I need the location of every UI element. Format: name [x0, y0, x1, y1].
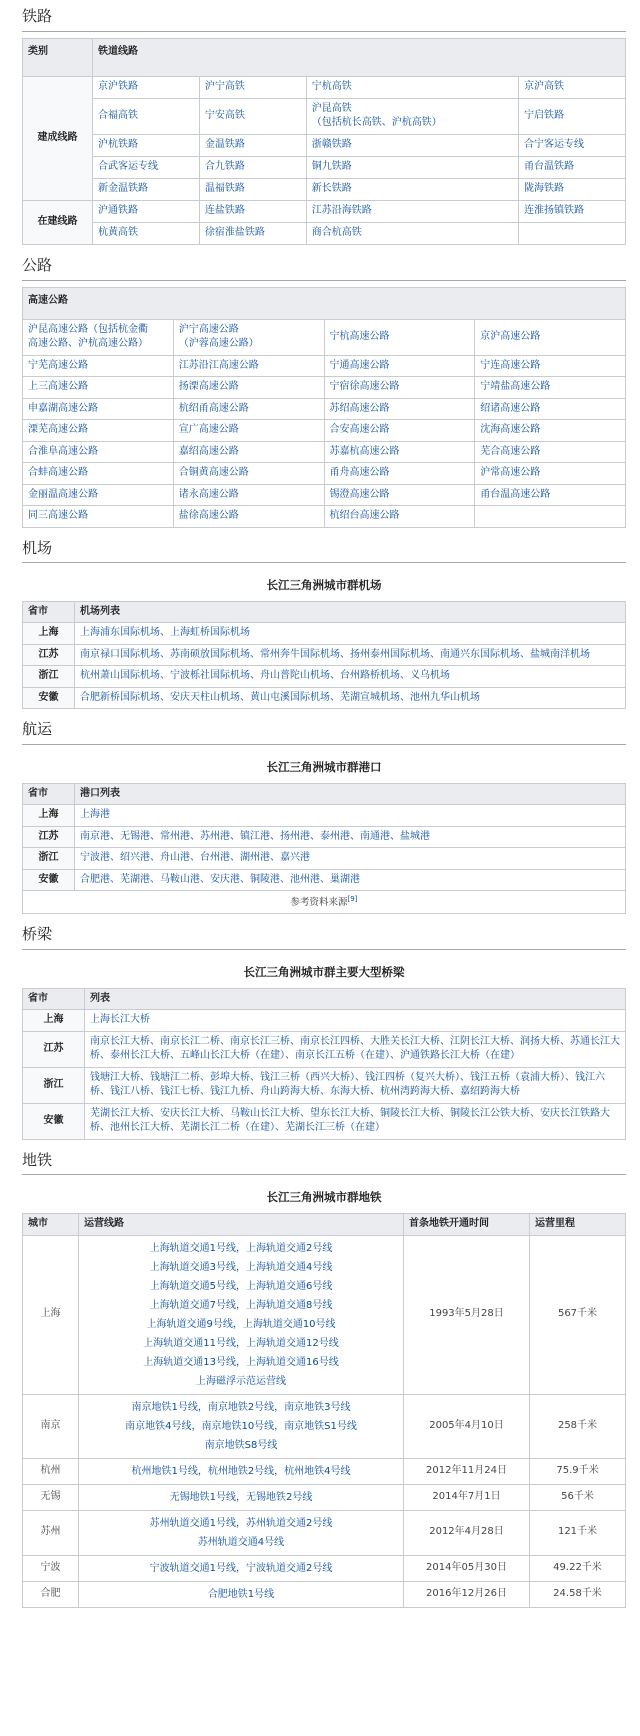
airport-list[interactable]: 合肥新桥国际机场、安庆天柱山机场、黄山屯溪国际机场、芜湖宣城机场、池州九华山机场: [75, 687, 626, 709]
metro-row: [23, 1394, 626, 1458]
metro-line-link[interactable]: 南京地铁1号线，南京地铁2号线，南京地铁3号线: [131, 1401, 351, 1413]
railway-line-link[interactable]: 宁安高铁: [199, 98, 306, 134]
metro-line-link[interactable]: 上海轨道交通13号线，上海轨道交通16号线: [143, 1356, 339, 1368]
metro-length: 567千米: [530, 1235, 626, 1394]
metro-open-date: 2014年7月1日: [404, 1484, 530, 1510]
airport-row: [23, 666, 626, 688]
metro-heading: 地铁: [22, 1148, 626, 1176]
railway-line-link[interactable]: 杭黄高铁: [93, 222, 200, 244]
railway-line-link[interactable]: 连盐铁路: [199, 200, 306, 222]
railway-line-link[interactable]: 商合杭高铁: [306, 222, 518, 244]
railway-line-link[interactable]: 甬台温铁路: [519, 156, 626, 178]
bridge-caption: 长江三角洲城市群主要大型桥梁: [243, 965, 405, 980]
highway-link[interactable]: 盐徐高速公路: [173, 506, 324, 528]
metro-col-lines: 运营线路: [79, 1214, 404, 1236]
railway-line-link[interactable]: 徐宿淮盐铁路: [199, 222, 306, 244]
metro-city: 宁波: [23, 1555, 79, 1581]
highway-link[interactable]: 甬台温高速公路: [475, 484, 626, 506]
railway-line-link[interactable]: 温福铁路: [199, 178, 306, 200]
metro-city: 杭州: [23, 1458, 79, 1484]
bridge-section: [22, 922, 626, 1139]
port-section: [22, 717, 626, 914]
metro-row: [23, 1235, 626, 1394]
highway-link[interactable]: 合淮阜高速公路: [23, 441, 174, 463]
railway-line-link[interactable]: 京沪铁路: [93, 76, 200, 98]
port-col-list: 港口列表: [75, 783, 626, 805]
port-province: 浙江: [23, 848, 75, 870]
airport-list[interactable]: 上海浦东国际机场、上海虹桥国际机场: [75, 623, 626, 645]
highway-link[interactable]: 金丽温高速公路: [23, 484, 174, 506]
metro-city: 南京: [23, 1394, 79, 1458]
metro-row: [23, 1581, 626, 1607]
metro-line-link[interactable]: 南京地铁S8号线: [204, 1439, 278, 1451]
highway-row: [23, 355, 626, 377]
metro-open-date: 2012年4月28日: [404, 1510, 530, 1555]
port-province: 安徽: [23, 869, 75, 891]
airport-section: [22, 536, 626, 710]
highway-link[interactable]: 苏绍高速公路: [324, 398, 475, 420]
metro-col-city: 城市: [23, 1214, 79, 1236]
airport-province: 江苏: [23, 644, 75, 666]
highway-row: [23, 377, 626, 399]
railway-row: [23, 222, 626, 244]
highway-link[interactable]: 芜合高速公路: [475, 441, 626, 463]
highway-col-header: 高速公路: [23, 287, 626, 319]
metro-line-link[interactable]: 上海轨道交通3号线，上海轨道交通4号线: [149, 1261, 333, 1273]
metro-lines: [79, 1458, 404, 1484]
highway-link[interactable]: 宁杭高速公路: [324, 319, 475, 355]
railway-row: [23, 200, 626, 222]
metro-open-date: 2012年11月24日: [404, 1458, 530, 1484]
railway-line-link[interactable]: 江苏沿海铁路: [306, 200, 518, 222]
bridge-province: 浙江: [23, 1067, 85, 1103]
railway-line-link[interactable]: 沪宁高铁: [199, 76, 306, 98]
highway-link[interactable]: 甬舟高速公路: [324, 463, 475, 485]
airport-province: 上海: [23, 623, 75, 645]
metro-line-link[interactable]: 苏州轨道交通1号线，苏州轨道交通2号线: [149, 1517, 333, 1529]
railway-empty-cell: [519, 222, 626, 244]
railway-line-link[interactable]: 浙赣铁路: [306, 134, 518, 156]
metro-city: 苏州: [23, 1510, 79, 1555]
metro-length: 24.58千米: [530, 1581, 626, 1607]
metro-open-date: 2014年05月30日: [404, 1555, 530, 1581]
bridge-list[interactable]: 芜湖长江大桥、安庆长江大桥、马鞍山长江大桥、望东长江大桥、铜陵长江大桥、铜陵长江公铁大桥、安庆长江铁路大桥、池州长江大桥、芜湖长江二桥（在建）、芜湖长江三桥（在建）: [85, 1103, 626, 1139]
highway-link[interactable]: 上三高速公路: [23, 377, 174, 399]
port-source: [23, 891, 626, 914]
airport-province: 安徽: [23, 687, 75, 709]
highway-row: [23, 506, 626, 528]
metro-lines: [79, 1394, 404, 1458]
airport-caption: 长江三角洲城市群机场: [266, 578, 382, 593]
highway-table: [22, 287, 626, 528]
metro-line-link[interactable]: 杭州地铁1号线，杭州地铁2号线，杭州地铁4号线: [131, 1465, 351, 1477]
railway-line-link[interactable]: 宁杭高铁: [306, 76, 518, 98]
railway-line-link[interactable]: 沪杭铁路: [93, 134, 200, 156]
railway-line-link[interactable]: 陇海铁路: [519, 178, 626, 200]
railway-table: [22, 38, 626, 245]
bridge-province: 上海: [23, 1010, 85, 1032]
railway-col-category: 类别: [23, 38, 93, 76]
highway-link[interactable]: 宁通高速公路: [324, 355, 475, 377]
railway-line-link[interactable]: 连淮扬镇铁路: [519, 200, 626, 222]
bridge-table: [22, 988, 626, 1140]
port-row: [23, 805, 626, 827]
highway-link[interactable]: 杭绍台高速公路: [324, 506, 475, 528]
bridge-heading: 桥梁: [22, 922, 626, 950]
highway-link[interactable]: 沈海高速公路: [475, 420, 626, 442]
port-heading: 航运: [22, 717, 626, 745]
metro-line-link[interactable]: 苏州轨道交通4号线: [197, 1536, 285, 1548]
highway-link[interactable]: 同三高速公路: [23, 506, 174, 528]
metro-length: 49.22千米: [530, 1555, 626, 1581]
highway-link[interactable]: 江苏沿江高速公路: [173, 355, 324, 377]
airport-row: [23, 644, 626, 666]
metro-line-link[interactable]: 合肥地铁1号线: [207, 1588, 275, 1600]
metro-line-link[interactable]: 上海轨道交通5号线，上海轨道交通6号线: [149, 1280, 333, 1292]
highway-row: [23, 319, 626, 355]
railway-line-link[interactable]: 合宁客运专线: [519, 134, 626, 156]
highway-link[interactable]: 嘉绍高速公路: [173, 441, 324, 463]
railway-row: [23, 76, 626, 98]
railway-col-lines: 铁道线路: [93, 38, 626, 76]
bridge-province: 江苏: [23, 1031, 85, 1067]
port-col-province: 省市: [23, 783, 75, 805]
railway-line-link[interactable]: 沪昆高铁 （包括杭长高铁、沪杭高铁）: [306, 98, 518, 134]
bridge-row: [23, 1031, 626, 1067]
railway-line-link[interactable]: 京沪高铁: [519, 76, 626, 98]
railway-row: [23, 156, 626, 178]
highway-link[interactable]: 扬溧高速公路: [173, 377, 324, 399]
highway-link[interactable]: 锡澄高速公路: [324, 484, 475, 506]
metro-city: 无锡: [23, 1484, 79, 1510]
railway-section: [22, 4, 626, 245]
bridge-list[interactable]: 钱塘江大桥、钱塘江二桥、彭埠大桥、钱江三桥（西兴大桥）、钱江四桥（复兴大桥）、钱江五桥（袁浦大桥）、钱江六桥、钱江八桥、钱江七桥、钱江九桥、舟山跨海大桥、东海大桥、杭州湾跨海大桥、嘉绍跨海大桥: [85, 1067, 626, 1103]
port-list[interactable]: 上海港: [75, 805, 626, 827]
railway-line-link[interactable]: 金温铁路: [199, 134, 306, 156]
highway-link[interactable]: 溧芜高速公路: [23, 420, 174, 442]
metro-lines: [79, 1555, 404, 1581]
metro-length: 75.9千米: [530, 1458, 626, 1484]
highway-link[interactable]: 宣广高速公路: [173, 420, 324, 442]
metro-table: [22, 1213, 626, 1608]
highway-row: [23, 484, 626, 506]
port-row: [23, 826, 626, 848]
metro-open-date: 1993年5月28日: [404, 1235, 530, 1394]
railway-row: [23, 134, 626, 156]
highway-link[interactable]: 宁连高速公路: [475, 355, 626, 377]
metro-length: 258千米: [530, 1394, 626, 1458]
metro-col-open: 首条地铁开通时间: [404, 1214, 530, 1236]
railway-line-link[interactable]: 铜九铁路: [306, 156, 518, 178]
airport-row: [23, 623, 626, 645]
metro-line-link[interactable]: 上海磁浮示范运营线: [196, 1375, 286, 1387]
metro-length: 121千米: [530, 1510, 626, 1555]
railway-line-link[interactable]: 合武客运专线: [93, 156, 200, 178]
highway-link[interactable]: 申嘉湖高速公路: [23, 398, 174, 420]
highway-link[interactable]: 沪宁高速公路 （沪蓉高速公路）: [173, 319, 324, 355]
metro-row: [23, 1555, 626, 1581]
metro-caption: 长江三角洲城市群地铁: [266, 1190, 382, 1205]
port-row: [23, 848, 626, 870]
airport-province: 浙江: [23, 666, 75, 688]
metro-city: 合肥: [23, 1581, 79, 1607]
highway-row: [23, 441, 626, 463]
railway-line-link[interactable]: 合福高铁: [93, 98, 200, 134]
metro-lines: [79, 1510, 404, 1555]
metro-lines: [79, 1484, 404, 1510]
highway-section: [22, 253, 626, 528]
highway-link[interactable]: 合安高速公路: [324, 420, 475, 442]
railway-row: [23, 98, 626, 134]
port-source-ref[interactable]: [9]: [347, 895, 358, 904]
highway-row: [23, 398, 626, 420]
highway-link[interactable]: 沪常高速公路: [475, 463, 626, 485]
railway-group-label: 建成线路: [23, 76, 93, 200]
bridge-row: [23, 1067, 626, 1103]
metro-length: 56千米: [530, 1484, 626, 1510]
highway-row: [23, 463, 626, 485]
metro-line-link[interactable]: 上海轨道交通1号线，上海轨道交通2号线: [149, 1242, 333, 1254]
highway-link[interactable]: 宁芜高速公路: [23, 355, 174, 377]
bridge-col-province: 省市: [23, 988, 85, 1010]
highway-link[interactable]: 诸永高速公路: [173, 484, 324, 506]
port-source-text: 参考资料来源: [290, 897, 348, 909]
metro-row: [23, 1484, 626, 1510]
metro-open-date: 2016年12月26日: [404, 1581, 530, 1607]
highway-link[interactable]: 合蚌高速公路: [23, 463, 174, 485]
bridge-list[interactable]: 南京长江大桥、南京长江二桥、南京长江三桥、南京长江四桥、大胜关长江大桥、江阴长江大桥、润扬大桥、苏通长江大桥、泰州长江大桥、五峰山长江大桥（在建）、南京长江五桥（在建）、沪通铁路长江大桥（在建）: [85, 1031, 626, 1067]
highway-row: [23, 420, 626, 442]
port-list[interactable]: 南京港、无锡港、常州港、苏州港、镇江港、扬州港、泰州港、南通港、盐城港: [75, 826, 626, 848]
highway-link[interactable]: 宁宿徐高速公路: [324, 377, 475, 399]
airport-col-list: 机场列表: [75, 601, 626, 623]
airport-col-province: 省市: [23, 601, 75, 623]
metro-line-link[interactable]: 上海轨道交通9号线，上海轨道交通10号线: [146, 1318, 336, 1330]
bridge-row: [23, 1103, 626, 1139]
highway-link[interactable]: 绍诸高速公路: [475, 398, 626, 420]
airport-heading: 机场: [22, 536, 626, 564]
metro-line-link[interactable]: 上海轨道交通11号线，上海轨道交通12号线: [143, 1337, 339, 1349]
highway-empty-cell: [475, 506, 626, 528]
airport-list[interactable]: 杭州萧山国际机场、宁波栎社国际机场、舟山普陀山机场、台州路桥机场、义乌机场: [75, 666, 626, 688]
port-province: 江苏: [23, 826, 75, 848]
highway-link[interactable]: 合铜黄高速公路: [173, 463, 324, 485]
metro-lines: [79, 1581, 404, 1607]
highway-link[interactable]: 宁靖盐高速公路: [475, 377, 626, 399]
railway-line-link[interactable]: 合九铁路: [199, 156, 306, 178]
highway-heading: 公路: [22, 253, 626, 281]
airport-list[interactable]: 南京禄口国际机场、苏南硕放国际机场、常州奔牛国际机场、扬州泰州国际机场、南通兴东国际机场、盐城南洋机场: [75, 644, 626, 666]
railway-heading: 铁路: [22, 4, 626, 32]
port-caption: 长江三角洲城市群港口: [266, 760, 382, 775]
metro-row: [23, 1510, 626, 1555]
railway-group-label: 在建线路: [23, 200, 93, 244]
metro-open-date: 2005年4月10日: [404, 1394, 530, 1458]
bridge-col-list: 列表: [85, 988, 626, 1010]
highway-link[interactable]: 杭绍甬高速公路: [173, 398, 324, 420]
metro-line-link[interactable]: 南京地铁4号线，南京地铁10号线，南京地铁S1号线: [125, 1420, 357, 1432]
port-list[interactable]: 合肥港、芜湖港、马鞍山港、安庆港、铜陵港、池州港、巢湖港: [75, 869, 626, 891]
metro-line-link[interactable]: 宁波轨道交通1号线，宁波轨道交通2号线: [149, 1562, 333, 1574]
bridge-row: [23, 1010, 626, 1032]
metro-col-length: 运营里程: [530, 1214, 626, 1236]
metro-line-link[interactable]: 无锡地铁1号线，无锡地铁2号线: [169, 1491, 313, 1503]
railway-line-link[interactable]: 新金温铁路: [93, 178, 200, 200]
port-source-row: [23, 891, 626, 914]
metro-city: 上海: [23, 1235, 79, 1394]
port-province: 上海: [23, 805, 75, 827]
metro-lines: [79, 1235, 404, 1394]
metro-line-link[interactable]: 上海轨道交通7号线，上海轨道交通8号线: [149, 1299, 333, 1311]
port-row: [23, 869, 626, 891]
highway-link[interactable]: 苏嘉杭高速公路: [324, 441, 475, 463]
airport-row: [23, 687, 626, 709]
highway-link[interactable]: 沪昆高速公路（包括杭金衢 高速公路、沪杭高速公路）: [23, 319, 174, 355]
railway-line-link[interactable]: 沪通铁路: [93, 200, 200, 222]
railway-line-link[interactable]: 新长铁路: [306, 178, 518, 200]
port-table: [22, 783, 626, 914]
railway-row: [23, 178, 626, 200]
highway-link[interactable]: 京沪高速公路: [475, 319, 626, 355]
metro-row: [23, 1458, 626, 1484]
port-list[interactable]: 宁波港、绍兴港、舟山港、台州港、湖州港、嘉兴港: [75, 848, 626, 870]
metro-section: [22, 1148, 626, 1608]
bridge-province: 安徽: [23, 1103, 85, 1139]
airport-table: [22, 601, 626, 710]
bridge-list[interactable]: 上海长江大桥: [85, 1010, 626, 1032]
railway-line-link[interactable]: 宁启铁路: [519, 98, 626, 134]
